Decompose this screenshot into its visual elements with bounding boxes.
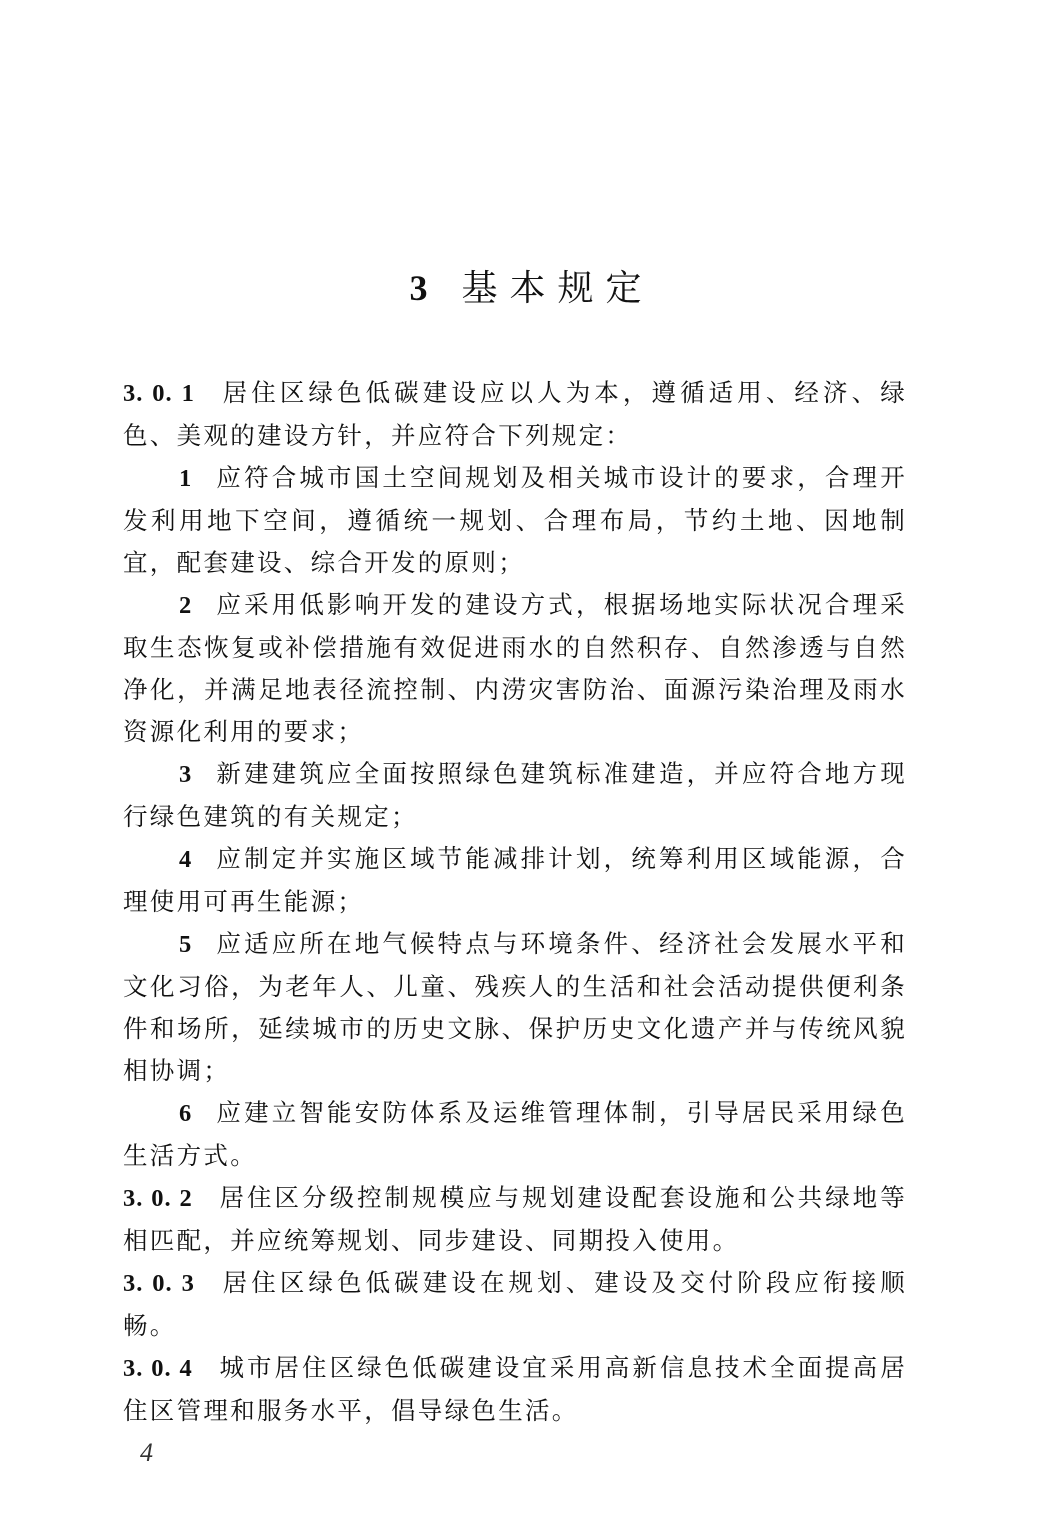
clause-number: 3. 0. 1 (123, 380, 195, 407)
clause-3-0-2 (123, 1177, 907, 1262)
chapter-title: 基本规定 (461, 268, 654, 309)
clause-number: 3. 0. 2 (123, 1185, 193, 1212)
clause-item-6 (123, 1092, 907, 1177)
item-text: 应制定并实施区域节能减排计划，统筹利用区域能源，合理使用可再生能源； (123, 844, 907, 916)
chapter-heading (0, 262, 1063, 315)
page-number: 4 (140, 1438, 153, 1467)
clause-item-3 (123, 753, 907, 838)
document-body (123, 372, 907, 1432)
clause-text: 城市居住区绿色低碳建设宜采用高新信息技术全面提高居住区管理和服务水平，倡导绿色生活。 (123, 1353, 908, 1425)
item-text: 应适应所在地气候特点与环境条件、经济社会发展水平和文化习俗，为老年人、儿童、残疾人的生活和社会活动提供便利条件和场所，延续城市的历史文脉、保护历史文化遗产并与传统风貌相协调； (123, 929, 907, 1085)
clause-item-2 (123, 584, 907, 753)
clause-item-4 (123, 838, 907, 923)
item-text: 新建建筑应全面按照绿色建筑标准建造，并应符合地方现行绿色建筑的有关规定； (123, 759, 907, 831)
item-number: 4 (179, 846, 194, 873)
clause-item-1 (123, 457, 907, 584)
clause-number: 3. 0. 4 (123, 1355, 193, 1382)
clause-3-0-3 (123, 1262, 907, 1347)
chapter-number: 3 (409, 268, 428, 308)
item-number: 6 (179, 1100, 194, 1127)
clause-item-5 (123, 923, 907, 1092)
item-text: 应建立智能安防体系及运维管理体制，引导居民采用绿色生活方式。 (123, 1098, 907, 1170)
clause-3-0-4 (123, 1347, 907, 1432)
clause-text: 居住区绿色低碳建设在规划、建设及交付阶段应衔接顺畅。 (123, 1268, 908, 1340)
item-text: 应采用低影响开发的建设方式，根据场地实际状况合理采取生态恢复或补偿措施有效促进雨水的自然积存、自然渗透与自然净化，并满足地表径流控制、内涝灾害防治、面源污染治理及雨水资源化利用的要求； (123, 590, 907, 746)
item-number: 2 (179, 592, 194, 619)
item-number: 5 (179, 931, 194, 958)
clause-3-0-1 (123, 372, 907, 457)
clause-text: 居住区分级控制规模应与规划建设配套设施和公共绿地等相匹配，并应统筹规划、同步建设、同期投入使用。 (123, 1183, 908, 1255)
clause-number: 3. 0. 3 (123, 1270, 195, 1297)
item-text: 应符合城市国土空间规划及相关城市设计的要求，合理开发利用地下空间，遵循统一规划、合理布局，节约土地、因地制宜，配套建设、综合开发的原则； (123, 463, 907, 577)
item-number: 1 (179, 465, 194, 492)
clause-text: 居住区绿色低碳建设应以人为本，遵循适用、经济、绿色、美观的建设方针，并应符合下列规定： (123, 378, 908, 450)
item-number: 3 (179, 761, 194, 788)
